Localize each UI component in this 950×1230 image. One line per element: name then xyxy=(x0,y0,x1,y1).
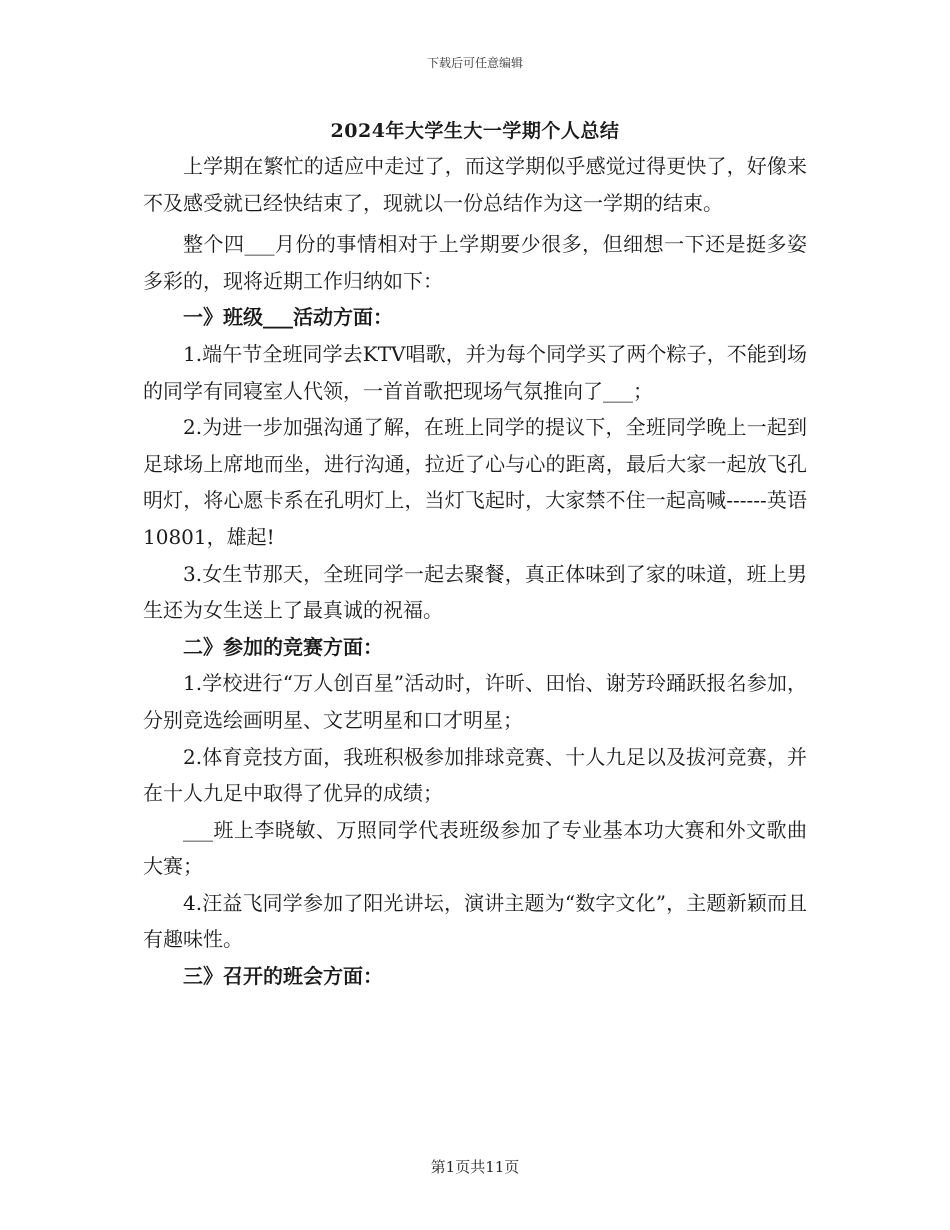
section-heading-class-activities: 一》班级___活动方面： xyxy=(183,305,393,330)
intro-paragraph-1: 上学期在繁忙的适应中走过了，而这学期似乎感觉过得更快了，好像来不及感受就已经快结束了，现就以一份总结作为这一学期的结束。 xyxy=(143,154,807,215)
list-item: 1.端午节全班同学去KTV唱歌，并为每个同学买了两个粽子，不能到场的同学有同寝室人代领，一首首歌把现场气氛推向了___； xyxy=(143,341,807,403)
page-number: 第1页共11页 xyxy=(430,1158,520,1176)
document-title: 2024年大学生大一学期个人总结 xyxy=(330,120,620,142)
section-heading-class-meetings: 三》召开的班会方面： xyxy=(183,964,383,989)
document-body xyxy=(143,148,807,995)
list-item: 3.女生节那天，全班同学一起去聚餐，真正体味到了家的味道，班上男生还为女生送上了最真诚的祝福。 xyxy=(143,561,807,623)
list-item: 2.体育竞技方面，我班积极参加排球竞赛、十人九足以及拔河竞赛，并在十人九足中取得了优异的成绩； xyxy=(143,744,807,806)
list-item: 4.汪益飞同学参加了阳光讲坛，演讲主题为“数字文化”，主题新颖而且有趣味性。 xyxy=(143,890,807,952)
page-header-note: 下载后可任意编辑 xyxy=(426,56,523,70)
section-heading-competitions: 二》参加的竞赛方面： xyxy=(183,634,383,659)
list-item: 2.为进一步加强沟通了解，在班上同学的提议下，全班同学晚上一起到足球场上席地而坐，进行沟通，拉近了心与心的距离，最后大家一起放飞孔明灯，将心愿卡系在孔明灯上，当灯飞起时，大家禁不住一起高喊------英语10801，雄起! xyxy=(143,415,807,549)
list-item: 1.学校进行“万人创百星”活动时，许昕、田怡、谢芳玲踊跃报名参加，分别竞选绘画明星、文艺明星和口才明星； xyxy=(143,671,807,732)
list-item: ___班上李晓敏、万照同学代表班级参加了专业基本功大赛和外文歌曲大赛； xyxy=(143,817,807,879)
intro-paragraph-2: 整个四___月份的事情相对于上学期要少很多，但细想一下还是挺多姿多彩的，现将近期工作归纳如下： xyxy=(143,232,807,293)
